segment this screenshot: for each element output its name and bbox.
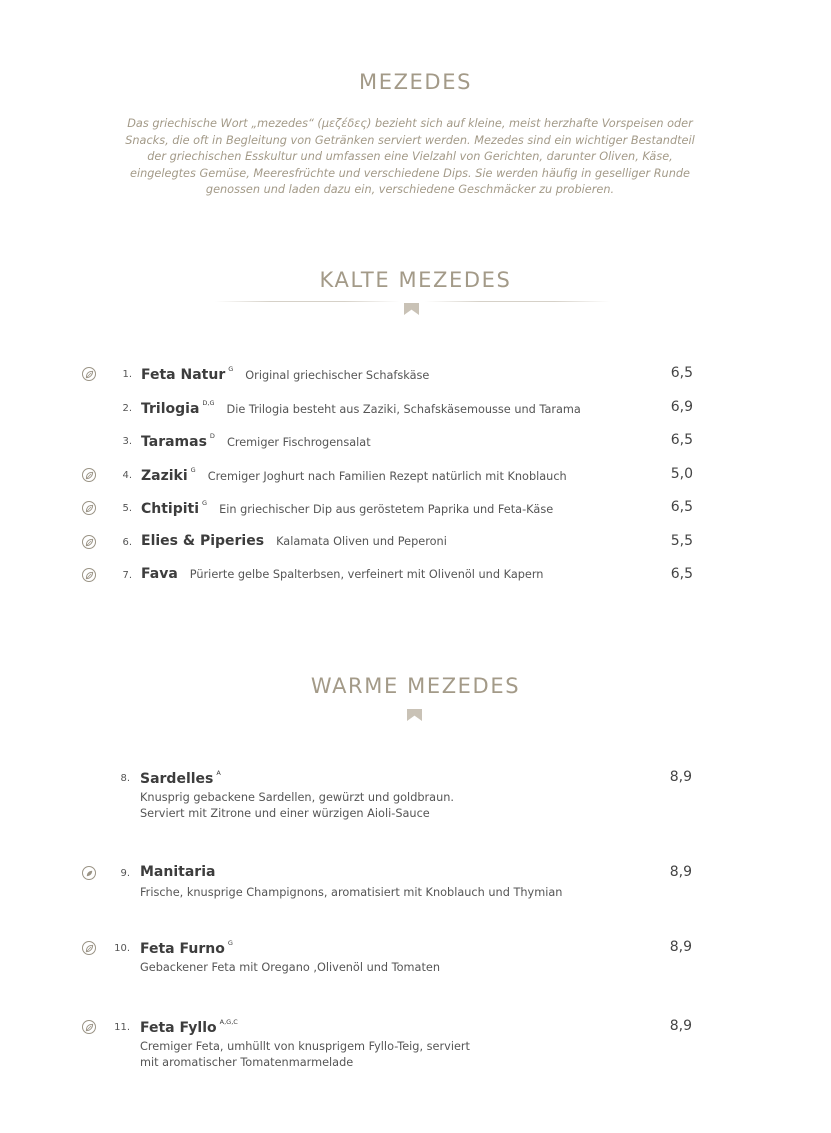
list-item	[141, 399, 581, 417]
dish-description-line: Serviert mit Zitrone und einer würzigen Aioli-Sauce	[140, 807, 430, 820]
dish-name	[140, 1018, 238, 1036]
vegetarian-icon	[82, 367, 96, 381]
allergen-codes: G	[190, 466, 196, 474]
list-item	[141, 566, 543, 582]
list-item	[141, 466, 567, 484]
divider-left	[215, 301, 400, 302]
item-number: 8.	[120, 773, 130, 784]
dish-description-line: Knusprig gebackene Sardellen, gewürzt und goldbraun.	[140, 791, 455, 804]
dish-name	[140, 864, 215, 880]
allergen-codes: A	[216, 769, 221, 777]
dish-name-text: Chtipiti	[141, 501, 200, 517]
dish-description	[140, 885, 562, 901]
dish-name-text: Feta Fyllo	[140, 1020, 217, 1036]
list-item	[141, 365, 429, 383]
vegetarian-icon	[82, 941, 96, 955]
vegetarian-icon	[82, 501, 96, 515]
intro-text: Das griechische Wort „mezedes“ (μεζέδες) bezieht sich auf kleine, meist herzhafte Vorspeisen oder Snacks, die oft in Begleitung von Getränken serviert werden. Mezedes sind ein wichtiger Bestandteil der griechischen Esskultur und umfassen eine Vielzahl von Gerichten, darunter Oliven, Käse, eingelegtes Gemüse, Meeresfrüchte und verschiedene Dips. Sie werden häufig in geselliger Runde genossen und laden dazu ein, verschiedene Geschmäcker zu probieren.	[125, 117, 695, 197]
dish-name-text: Taramas	[141, 434, 207, 450]
list-item	[141, 533, 447, 549]
item-number: 10.	[114, 943, 130, 954]
item-number: 5.	[122, 503, 132, 514]
vegetarian-icon	[82, 1020, 96, 1034]
item-number: 4.	[122, 470, 132, 481]
item-number: 6.	[122, 537, 132, 548]
dish-name-text: Elies & Piperies	[141, 533, 265, 549]
section-title-cold: KALTE MEZEDES	[319, 268, 512, 292]
item-number: 3.	[122, 436, 132, 447]
dish-name	[141, 566, 178, 582]
dish-price: 8,9	[669, 864, 692, 880]
dish-description: Cremiger Fischrogensalat	[226, 436, 371, 449]
section-title-warm: WARME MEZEDES	[310, 674, 521, 698]
dish-name-text: Fava	[141, 566, 178, 582]
allergen-codes: A,G,C	[219, 1018, 238, 1026]
vegetarian-icon	[82, 568, 96, 582]
vegan-icon	[82, 866, 96, 880]
dish-description	[140, 1039, 470, 1071]
dish-description: Ein griechischer Dip aus geröstetem Paprika und Feta-Käse	[219, 503, 554, 516]
allergen-codes: D	[209, 432, 215, 440]
dish-description: Die Trilogia besteht aus Zaziki, Schafskäsemousse und Tarama	[226, 403, 581, 416]
dish-name	[141, 365, 233, 383]
dish-name	[141, 499, 207, 517]
dish-price: 8,9	[669, 769, 692, 785]
dish-name-text: Feta Natur	[141, 367, 226, 383]
dish-name	[141, 466, 196, 484]
dish-price: 6,5	[670, 566, 693, 582]
dish-description: Cremiger Joghurt nach Familien Rezept natürlich mit Knoblauch	[207, 470, 567, 483]
dish-description-line: Gebackener Feta mit Oregano ,Olivenöl und Tomaten	[140, 961, 441, 974]
dish-price: 6,5	[670, 365, 693, 381]
dish-name-text: Feta Furno	[140, 941, 225, 957]
dish-description	[140, 960, 440, 976]
vegetarian-icon	[82, 468, 96, 482]
item-number: 11.	[114, 1022, 130, 1033]
dish-name	[141, 399, 215, 417]
dish-name-text: Manitaria	[140, 864, 216, 880]
dish-price: 6,9	[670, 399, 693, 415]
item-number: 1.	[122, 369, 132, 380]
dish-description-line: mit aromatischer Tomatenmarmelade	[140, 1056, 354, 1069]
page-title: MEZEDES	[358, 70, 472, 94]
dish-description-line: Frische, knusprige Champignons, aromatisiert mit Knoblauch und Thymian	[140, 886, 563, 899]
dish-description: Kalamata Oliven und Peperoni	[276, 535, 447, 548]
dish-price: 6,5	[670, 432, 693, 448]
list-item	[141, 432, 371, 450]
allergen-codes: D,G	[202, 399, 215, 407]
dish-description	[140, 790, 454, 822]
vegetarian-icon	[82, 535, 96, 549]
dish-name	[140, 769, 221, 787]
dish-description: Original griechischer Schafskäse	[245, 369, 430, 382]
divider-right	[425, 301, 610, 302]
dish-name-text: Zaziki	[141, 468, 188, 484]
dish-name-text: Trilogia	[141, 401, 200, 417]
dish-price: 8,9	[669, 1018, 692, 1034]
item-number: 7.	[122, 570, 132, 581]
allergen-codes: G	[202, 499, 208, 507]
list-item	[141, 499, 553, 517]
dish-name-text: Sardelles	[140, 771, 214, 787]
bookmark-icon	[404, 303, 419, 315]
dish-price: 5,5	[670, 533, 693, 549]
bookmark-icon	[407, 709, 422, 721]
dish-description-line: Cremiger Feta, umhüllt von knusprigem Fyllo-Teig, serviert	[140, 1040, 470, 1053]
dish-description: Pürierte gelbe Spalterbsen, verfeinert mit Olivenöl und Kapern	[189, 568, 544, 581]
dish-name	[141, 533, 264, 549]
dish-price: 8,9	[669, 939, 692, 955]
dish-price: 5,0	[670, 466, 693, 482]
dish-price: 6,5	[670, 499, 693, 515]
allergen-codes: G	[227, 939, 233, 947]
item-number: 2.	[122, 403, 132, 414]
item-number: 9.	[120, 868, 130, 879]
dish-name	[140, 939, 233, 957]
allergen-codes: G	[228, 365, 234, 373]
dish-name	[141, 432, 215, 450]
